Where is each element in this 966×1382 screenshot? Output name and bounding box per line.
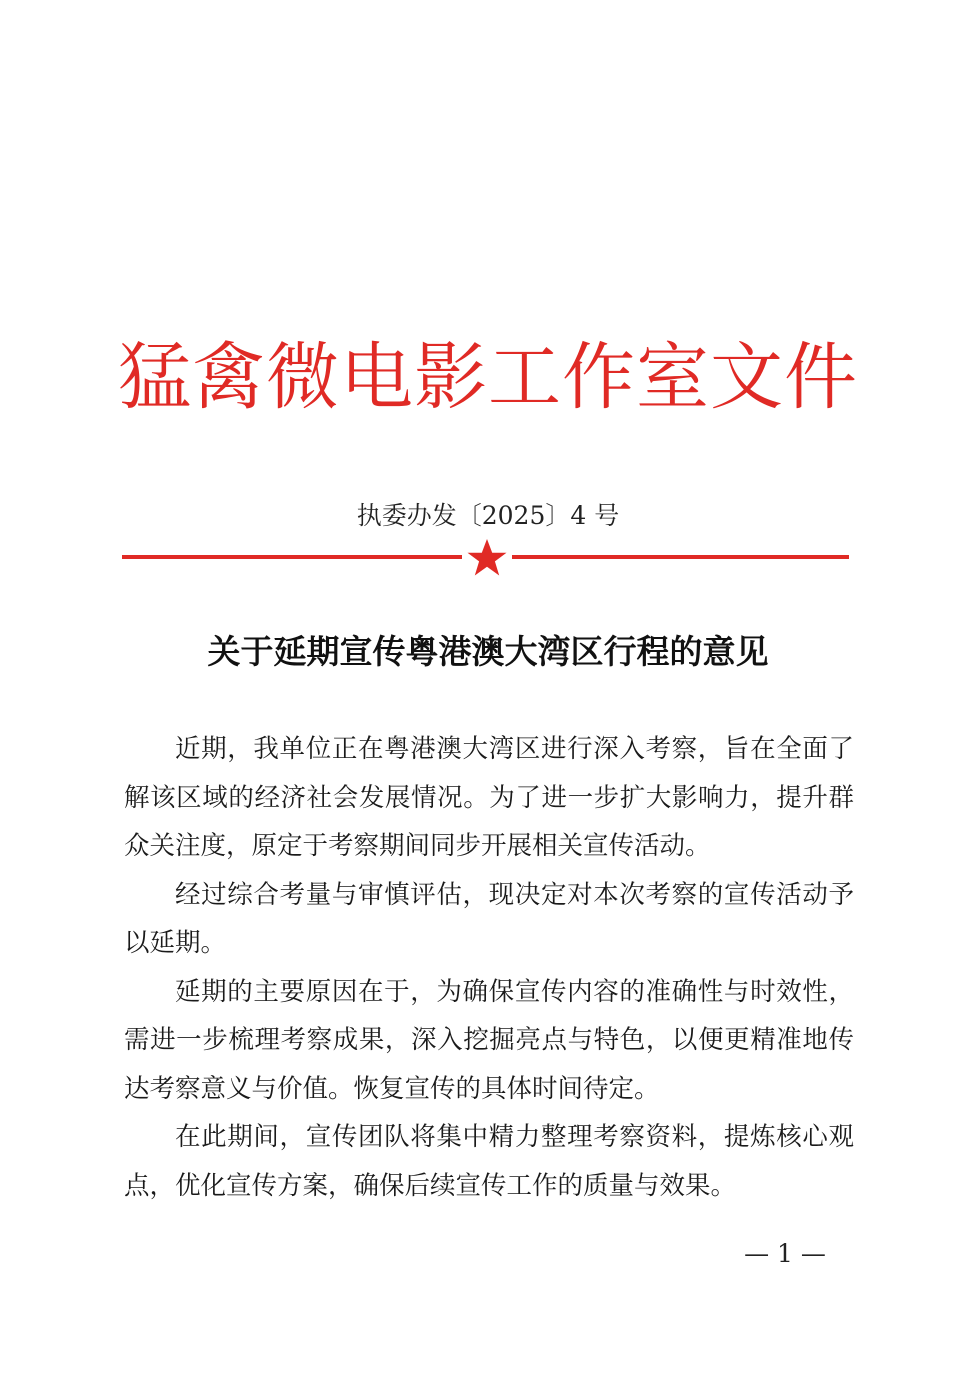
issuing-organization-title: 猛禽微电影工作室文件 <box>118 335 858 420</box>
body-paragraph: 近期，我单位正在粤港澳大湾区进行深入考察，旨在全面了解该区域的经济社会发展情况。为了进一步扩大影响力，提升群众关注度，原定于考察期间同步开展相关宣传活动。 <box>124 734 854 861</box>
body-paragraph: 延期的主要原因在于，为确保宣传内容的准确性与时效性，需进一步梳理考察成果，深入挖掘亮点与特色，以便更精准地传达考察意义与价值。恢复宣传的具体时间待定。 <box>124 976 854 1104</box>
red-separator-line-right <box>512 555 849 559</box>
page-number: — 1 — <box>744 1239 826 1268</box>
document-subject: 关于延期宣传粤港澳大湾区行程的意见 <box>207 632 769 671</box>
document-number: 执委办发〔2025〕4 号 <box>356 501 620 530</box>
body-paragraph: 经过综合考量与审慎评估，现决定对本次考察的宣传活动予以延期。 <box>124 879 854 958</box>
body-paragraph: 在此期间，宣传团队将集中精力整理考察资料，提炼核心观点，优化宣传方案，确保后续宣传工作的质量与效果。 <box>124 1122 854 1201</box>
red-separator-line-left <box>122 555 462 559</box>
document-body <box>124 725 854 1210</box>
star-icon <box>462 536 512 578</box>
